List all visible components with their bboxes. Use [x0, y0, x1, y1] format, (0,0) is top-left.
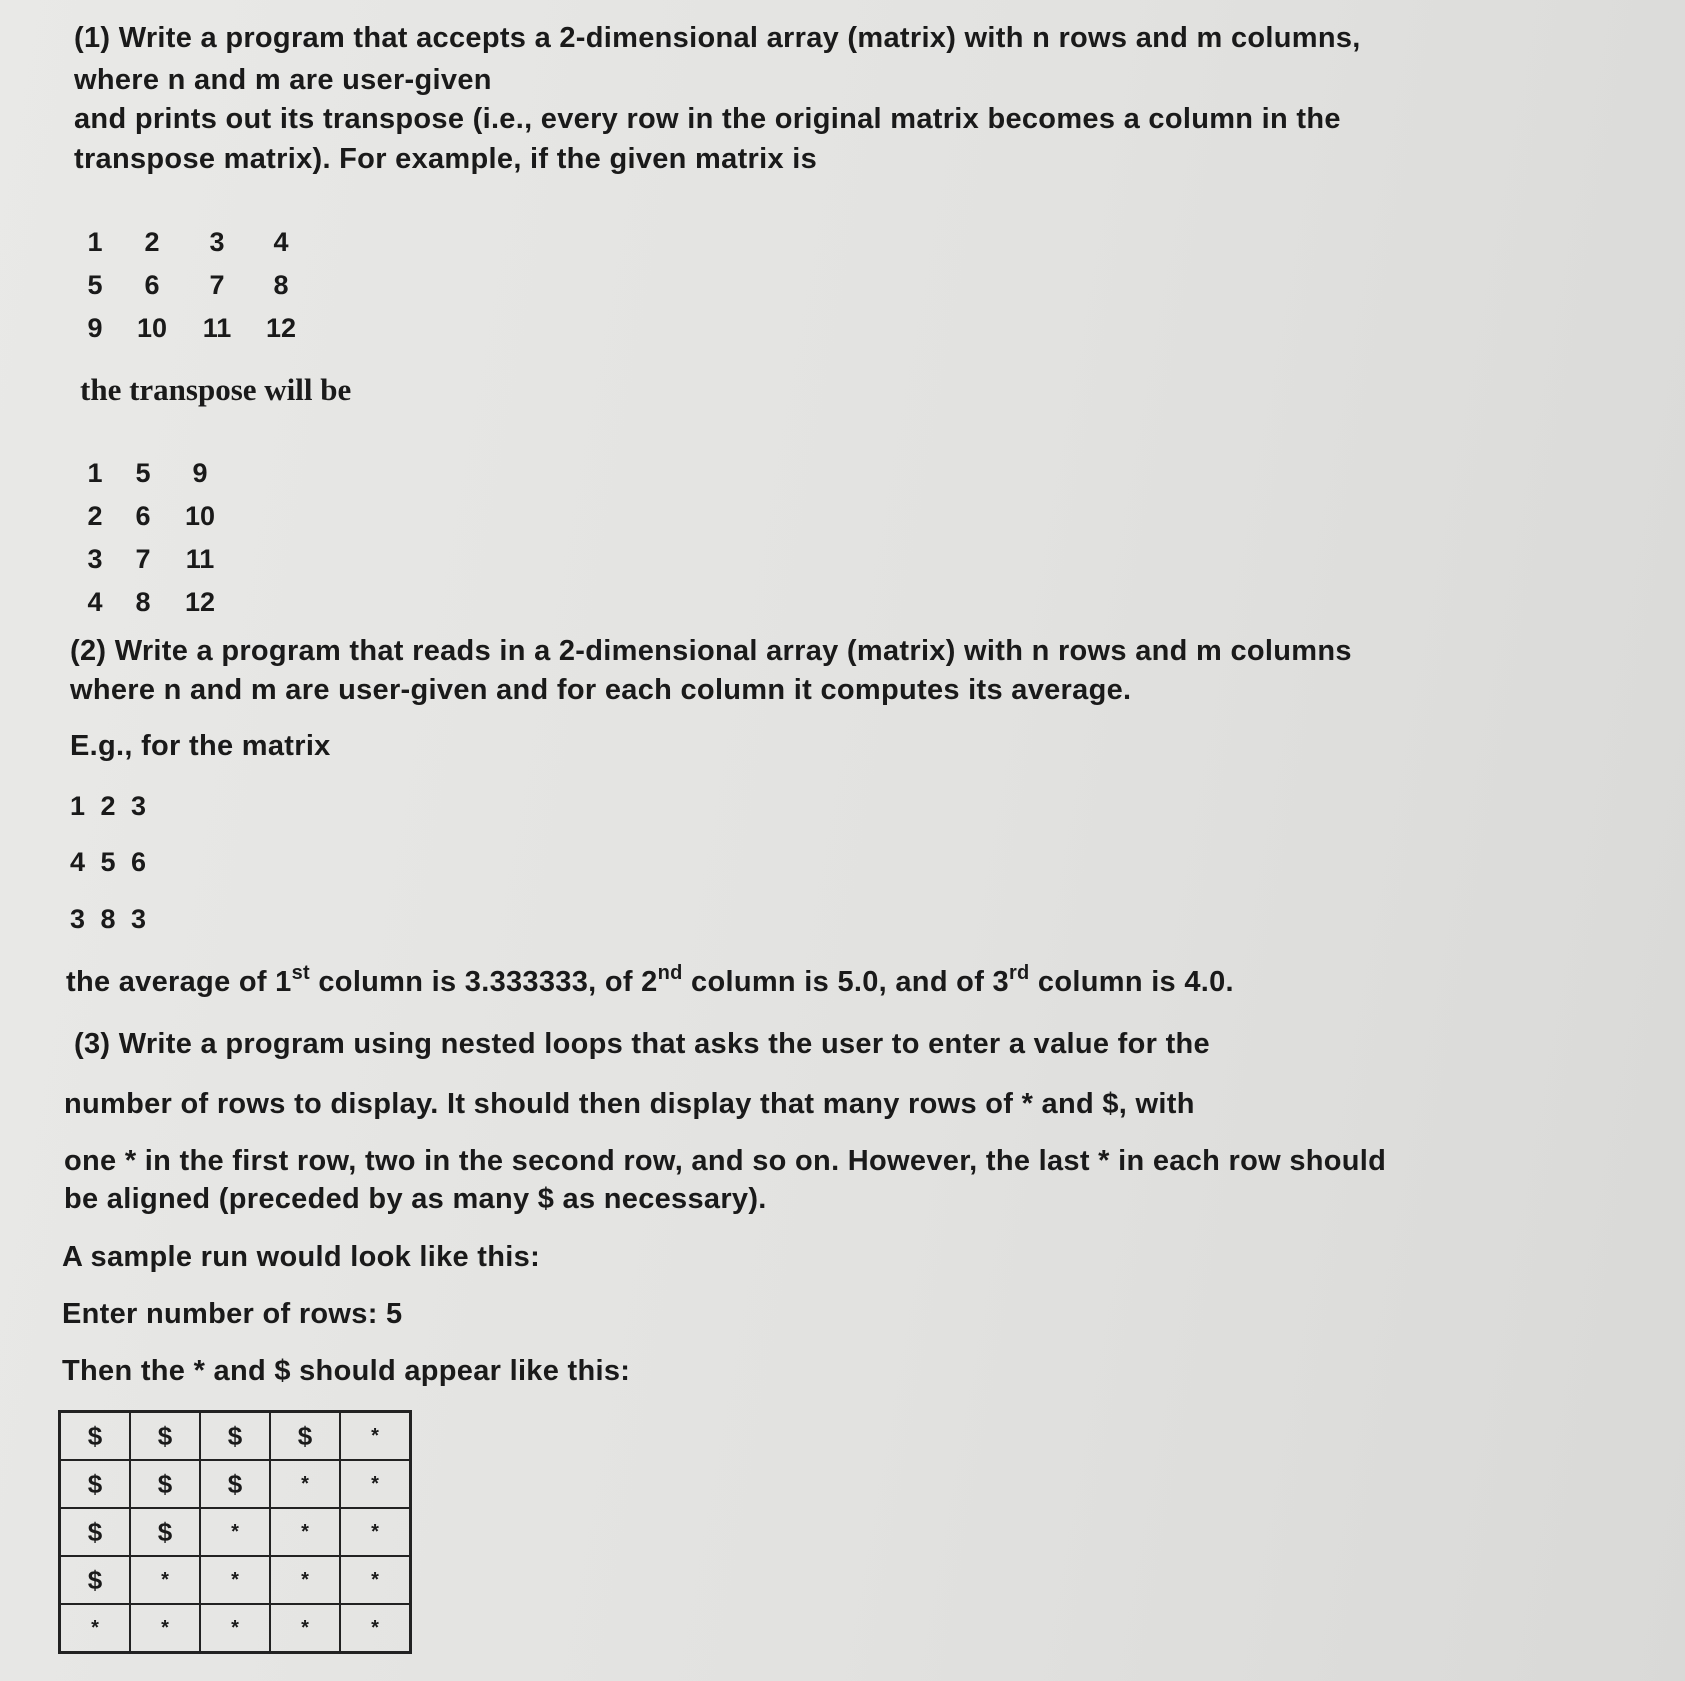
star-dollar-table [58, 1410, 412, 1654]
q2-matrix-row: 3 8 3 [70, 904, 151, 934]
matrix-cell: 11 [202, 313, 232, 343]
table-cell: $ [130, 1412, 200, 1461]
q1-line-2: where n and m are user-given [74, 64, 492, 96]
matrix-cell: 1 [87, 458, 103, 488]
matrix-cell: 9 [87, 313, 103, 343]
matrix-cell: 3 [87, 544, 103, 574]
matrix-cell: 9 [192, 458, 208, 488]
matrix-cell: 8 [135, 587, 151, 617]
ordinal-suffix: st [291, 962, 311, 984]
avg-text: column is 3.333333, of 2 [310, 966, 658, 998]
table-cell: * [60, 1604, 131, 1653]
matrix-cell: 4 [273, 227, 289, 257]
table-row [60, 1604, 411, 1653]
table-cell: * [200, 1604, 270, 1653]
table-cell: $ [60, 1412, 131, 1461]
q2-line-1: (2) Write a program that reads in a 2-dimensional array (matrix) with n rows and m columns [70, 635, 1352, 667]
matrix-cell: 8 [273, 270, 289, 300]
q1-line-3: and prints out its transpose (i.e., every row in the original matrix becomes a column in the [74, 103, 1341, 135]
table-cell: * [270, 1556, 340, 1604]
matrix-cell: 5 [87, 270, 103, 300]
avg-text: the average of 1 [66, 966, 292, 998]
table-cell: * [270, 1460, 340, 1508]
table-cell: $ [130, 1460, 200, 1508]
q2-example-label: E.g., for the matrix [70, 730, 331, 762]
q3-line-4: be aligned (preceded by as many $ as necessary). [64, 1183, 767, 1215]
table-cell: $ [200, 1460, 270, 1508]
q2-matrix-row: 4 5 6 [70, 847, 151, 877]
table-cell: $ [60, 1556, 131, 1604]
table-cell: * [340, 1460, 411, 1508]
table-cell: * [340, 1604, 411, 1653]
avg-text: column is 5.0, and of 3 [682, 966, 1009, 998]
matrix-cell: 10 [184, 501, 216, 531]
matrix-cell: 12 [265, 313, 297, 343]
table-cell: * [340, 1412, 411, 1461]
q3-line-3: one * in the first row, two in the second row, and so on. However, the last * in each row should [64, 1145, 1387, 1177]
matrix-cell: 2 [87, 501, 103, 531]
table-cell: $ [270, 1412, 340, 1461]
table-cell: * [340, 1556, 411, 1604]
table-cell: * [270, 1508, 340, 1556]
table-cell: $ [200, 1412, 270, 1461]
table-row [60, 1412, 411, 1461]
ordinal-suffix: rd [1008, 962, 1030, 984]
matrix-cell: 4 [87, 587, 103, 617]
table-cell: * [130, 1604, 200, 1653]
q1-line-1: (1) Write a program that accepts a 2-dimensional array (matrix) with n rows and m columns, [74, 22, 1361, 54]
table-row [60, 1508, 411, 1556]
matrix-cell: 3 [209, 227, 225, 257]
q3-prompt-line: Enter number of rows: 5 [62, 1298, 403, 1330]
transpose-label: the transpose will be [80, 372, 352, 407]
table-row [60, 1460, 411, 1508]
matrix-cell: 1 [87, 227, 103, 257]
table-cell: * [340, 1508, 411, 1556]
matrix-cell: 6 [144, 270, 160, 300]
matrix-cell: 10 [136, 313, 168, 343]
ordinal-suffix: nd [657, 962, 683, 984]
q3-then-line: Then the * and $ should appear like this: [62, 1355, 631, 1387]
table-cell: $ [60, 1508, 131, 1556]
matrix-cell: 12 [184, 587, 216, 617]
table-cell: * [130, 1556, 200, 1604]
q2-line-2: where n and m are user-given and for each column it computes its average. [70, 674, 1132, 706]
table-cell: * [270, 1604, 340, 1653]
matrix-cell: 6 [135, 501, 151, 531]
table-cell: * [200, 1556, 270, 1604]
matrix-cell: 5 [135, 458, 151, 488]
table-cell: * [200, 1508, 270, 1556]
q3-line-1: (3) Write a program using nested loops that asks the user to enter a value for the [74, 1028, 1210, 1060]
q3-line-2: number of rows to display. It should then display that many rows of * and $, with [64, 1088, 1195, 1120]
matrix-cell: 7 [209, 270, 225, 300]
q1-line-4: transpose matrix). For example, if the given matrix is [74, 143, 818, 175]
q2-matrix-row: 1 2 3 [70, 791, 151, 821]
matrix-cell: 11 [185, 544, 215, 574]
avg-text: column is 4.0. [1029, 966, 1234, 998]
matrix-cell: 7 [135, 544, 151, 574]
q3-sample-label: A sample run would look like this: [62, 1241, 541, 1273]
table-cell: $ [60, 1460, 131, 1508]
matrix-cell: 2 [144, 227, 160, 257]
table-cell: $ [130, 1508, 200, 1556]
q2-average-sentence [66, 962, 1234, 998]
table-row [60, 1556, 411, 1604]
